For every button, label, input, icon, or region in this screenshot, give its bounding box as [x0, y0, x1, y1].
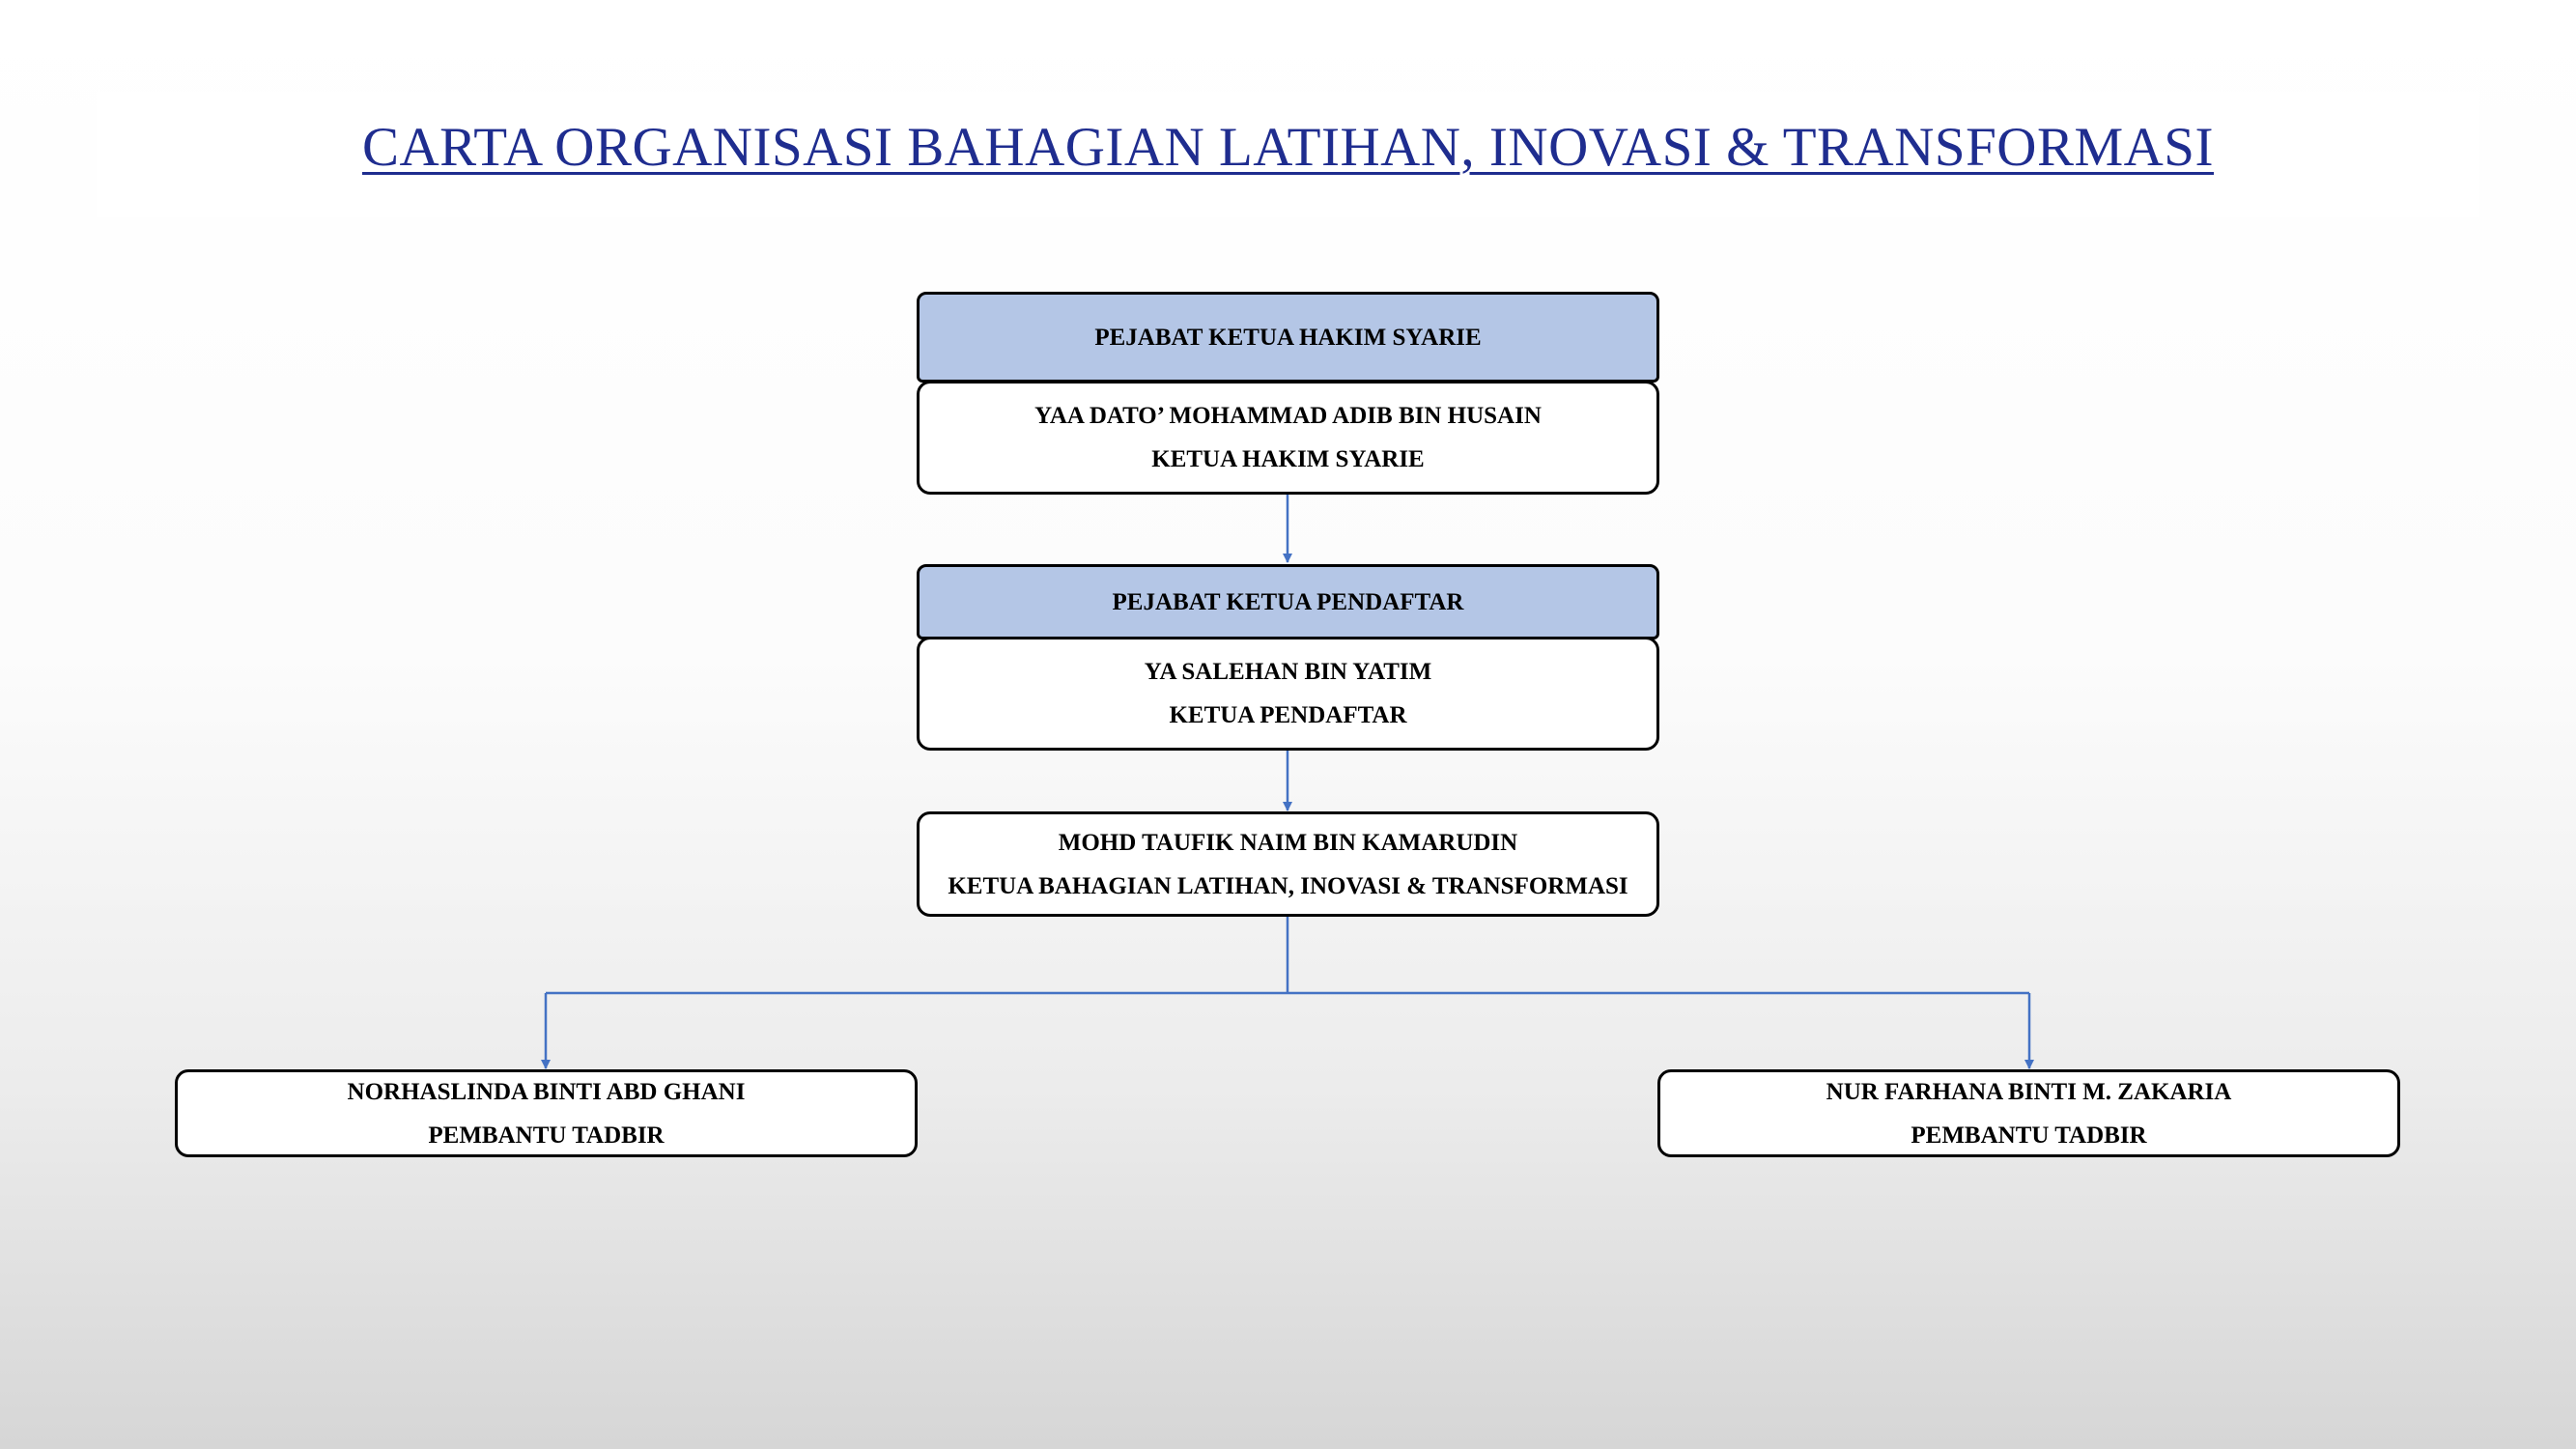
page-title: CARTA ORGANISASI BAHAGIAN LATIHAN, INOVASI & TRANSFORMASI	[362, 117, 2214, 178]
staff-left-position: PEMBANTU TADBIR	[428, 1122, 665, 1149]
division-head-box	[917, 811, 1659, 917]
staff-box-left	[175, 1069, 918, 1157]
office-2-person-box	[917, 637, 1659, 751]
staff-right-position: PEMBANTU TADBIR	[1911, 1122, 2147, 1149]
division-head-position: KETUA BAHAGIAN LATIHAN, INOVASI & TRANSFORMASI	[948, 872, 1628, 899]
office-1-header-label: PEJABAT KETUA HAKIM SYARIE	[1094, 324, 1482, 351]
staff-box-right	[1657, 1069, 2400, 1157]
office-1-person-name: YAA DATO’ MOHAMMAD ADIB BIN HUSAIN	[1034, 403, 1542, 429]
office-2-person-position: KETUA PENDAFTAR	[1169, 702, 1407, 728]
office-2-person-name: YA SALEHAN BIN YATIM	[1144, 659, 1432, 685]
office-1-person-box	[917, 381, 1659, 495]
office-1-person-position: KETUA HAKIM SYARIE	[1151, 446, 1425, 472]
office-1-header-box	[917, 292, 1659, 383]
staff-left-name: NORHASLINDA BINTI ABD GHANI	[347, 1078, 746, 1105]
office-2-header-box	[917, 564, 1659, 639]
staff-right-name: NUR FARHANA BINTI M. ZAKARIA	[1826, 1078, 2232, 1105]
office-2-header-label: PEJABAT KETUA PENDAFTAR	[1112, 588, 1464, 615]
division-head-name: MOHD TAUFIK NAIM BIN KAMARUDIN	[1058, 829, 1518, 856]
